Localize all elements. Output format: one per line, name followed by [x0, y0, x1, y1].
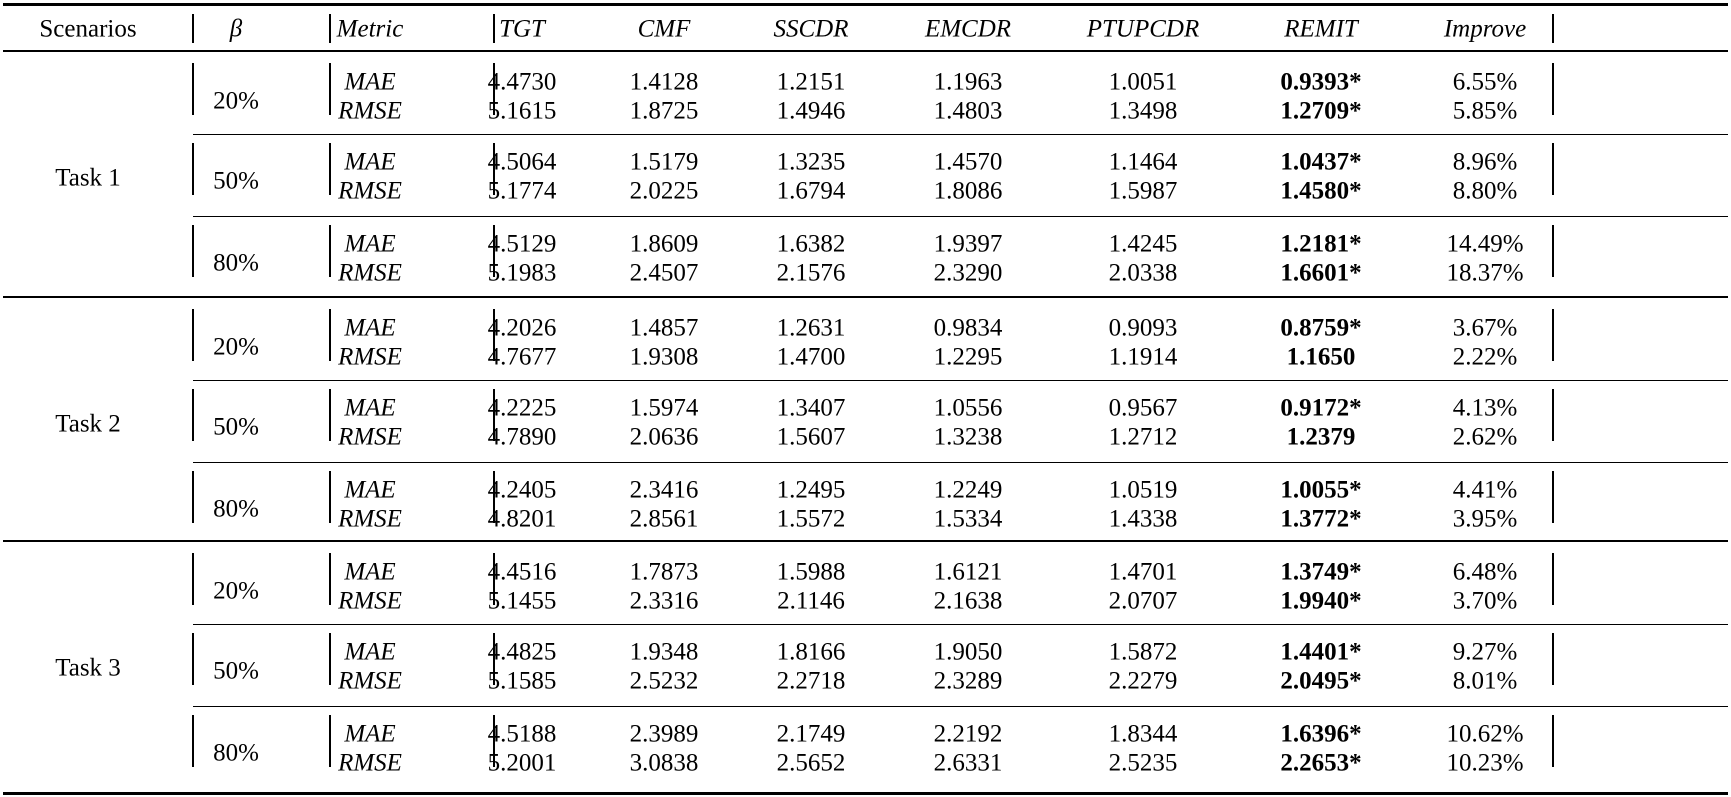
group-rule [193, 380, 1728, 381]
improve-value: 8.01% [1452, 667, 1518, 695]
table-cell: 2.8561 [629, 505, 699, 533]
table-cell: 1.9397 [933, 230, 1003, 258]
beta-value: 80% [213, 495, 259, 522]
table-cell: 1.6794 [776, 177, 846, 205]
table-cell: 4.4516 [487, 558, 557, 586]
improve-value: 10.62% [1446, 720, 1524, 748]
column-divider [1552, 225, 1554, 277]
group-rule [193, 624, 1728, 625]
improve-value: 4.13% [1452, 394, 1518, 422]
table-cell: 1.6382 [776, 230, 846, 258]
column-divider [192, 143, 194, 195]
table-cell: 4.2405 [487, 476, 557, 504]
group-rule [193, 462, 1728, 463]
improve-value: 9.27% [1452, 638, 1518, 666]
best-value: 1.3749* [1280, 558, 1362, 586]
column-divider [192, 309, 194, 361]
table-cell: 2.0338 [1108, 259, 1178, 287]
best-value: 1.3772* [1280, 505, 1362, 533]
group-rule [193, 706, 1728, 707]
best-value: 1.2181* [1280, 230, 1362, 258]
best-value: 1.4580* [1280, 177, 1362, 205]
column-divider [329, 14, 331, 43]
table-cell: 1.1963 [933, 68, 1003, 96]
table-cell: 1.5872 [1108, 638, 1178, 666]
column-divider [329, 63, 331, 115]
header-rule [3, 50, 1728, 52]
table-cell: 2.0225 [629, 177, 699, 205]
table-cell: 1.0051 [1108, 68, 1178, 96]
improve-value: 18.37% [1446, 259, 1524, 287]
table-cell: 4.8201 [487, 505, 557, 533]
table-cell: 2.0707 [1108, 587, 1178, 615]
column-divider [1552, 63, 1554, 115]
table-cell: 2.5652 [776, 749, 846, 777]
table-cell: 2.1146 [777, 587, 845, 615]
table-cell: 1.6121 [933, 558, 1003, 586]
table-cell: 2.1638 [933, 587, 1003, 615]
table-cell: 0.9567 [1108, 394, 1178, 422]
table-cell: 1.1464 [1108, 148, 1178, 176]
metric-label: MAE [344, 638, 396, 666]
column-divider [192, 63, 194, 115]
table-cell: 1.4803 [933, 97, 1003, 125]
column-divider [329, 225, 331, 277]
table-cell: 2.3316 [629, 587, 699, 615]
table-cell: 1.4338 [1108, 505, 1178, 533]
column-divider [1552, 633, 1554, 685]
metric-label: RMSE [338, 667, 402, 695]
column-header: EMCDR [924, 15, 1012, 43]
task-label: Task 1 [55, 164, 121, 192]
table-cell: 1.2631 [776, 314, 846, 342]
metric-label: MAE [344, 314, 396, 342]
best-value: 0.8759* [1280, 314, 1362, 342]
metric-label: MAE [344, 720, 396, 748]
beta-value: 50% [213, 413, 259, 440]
table-cell: 4.5129 [487, 230, 557, 258]
table-cell: 2.5232 [629, 667, 699, 695]
beta-value: 50% [213, 167, 259, 194]
improve-value: 5.85% [1452, 97, 1518, 125]
column-header: SSCDR [773, 15, 849, 43]
table-cell: 1.4570 [933, 148, 1003, 176]
beta-value: 80% [213, 739, 259, 766]
best-value: 1.0055* [1280, 476, 1362, 504]
table-cell: 5.1455 [487, 587, 557, 615]
best-value: 1.2379 [1286, 423, 1356, 451]
table-cell: 2.3989 [629, 720, 699, 748]
beta-value: 20% [213, 333, 259, 360]
column-divider [192, 14, 194, 43]
task-rule [3, 296, 1728, 298]
column-divider [1552, 471, 1554, 523]
table-cell: 3.0838 [629, 749, 699, 777]
table-cell: 5.1615 [487, 97, 557, 125]
column-divider [192, 389, 194, 441]
table-cell: 4.2225 [487, 394, 557, 422]
table-cell: 1.9348 [629, 638, 699, 666]
table-cell: 5.1585 [487, 667, 557, 695]
best-value: 0.9393* [1280, 68, 1362, 96]
table-cell: 2.3289 [933, 667, 1003, 695]
table-cell: 5.2001 [487, 749, 557, 777]
column-divider [329, 633, 331, 685]
table-cell: 4.7890 [487, 423, 557, 451]
improve-value: 8.96% [1452, 148, 1518, 176]
table-cell: 1.7873 [629, 558, 699, 586]
table-cell: 1.5974 [629, 394, 699, 422]
table-cell: 1.2151 [776, 68, 846, 96]
improve-value: 14.49% [1446, 230, 1524, 258]
column-divider [192, 225, 194, 277]
table-cell: 1.2295 [933, 343, 1003, 371]
metric-label: MAE [344, 558, 396, 586]
table-cell: 1.1914 [1108, 343, 1178, 371]
column-header: β [229, 15, 243, 43]
table-cell: 1.2495 [776, 476, 846, 504]
metric-label: MAE [344, 230, 396, 258]
table-cell: 2.1576 [776, 259, 846, 287]
metric-label: MAE [344, 394, 396, 422]
group-rule [193, 134, 1728, 135]
column-divider [1552, 715, 1554, 767]
table-cell: 1.8344 [1108, 720, 1178, 748]
table-cell: 1.4245 [1108, 230, 1178, 258]
table-cell: 1.8086 [933, 177, 1003, 205]
column-divider [192, 715, 194, 767]
column-divider [329, 553, 331, 605]
improve-value: 6.55% [1452, 68, 1518, 96]
table-cell: 4.5064 [487, 148, 557, 176]
improve-value: 4.41% [1452, 476, 1518, 504]
table-cell: 2.1749 [776, 720, 846, 748]
group-rule [193, 216, 1728, 217]
metric-label: RMSE [338, 97, 402, 125]
best-value: 1.4401* [1280, 638, 1362, 666]
table-cell: 4.7677 [487, 343, 557, 371]
table-cell: 1.0519 [1108, 476, 1178, 504]
table-cell: 1.4700 [776, 343, 846, 371]
column-header: Metric [336, 15, 404, 43]
table-cell: 2.3290 [933, 259, 1003, 287]
table-cell: 2.2279 [1108, 667, 1178, 695]
best-value: 1.0437* [1280, 148, 1362, 176]
column-header: Improve [1443, 15, 1527, 43]
table-cell: 0.9834 [933, 314, 1003, 342]
metric-label: RMSE [338, 343, 402, 371]
table-cell: 1.3235 [776, 148, 846, 176]
improve-value: 2.62% [1452, 423, 1518, 451]
table-cell: 4.2026 [487, 314, 557, 342]
top-rule [3, 3, 1728, 6]
table-cell: 4.5188 [487, 720, 557, 748]
task-label: Task 2 [55, 410, 121, 438]
table-cell: 5.1983 [487, 259, 557, 287]
column-divider [329, 471, 331, 523]
task-label: Task 3 [55, 654, 121, 682]
best-value: 1.6396* [1280, 720, 1362, 748]
table-cell: 1.8609 [629, 230, 699, 258]
table-cell: 1.3498 [1108, 97, 1178, 125]
table-cell: 2.3416 [629, 476, 699, 504]
metric-label: RMSE [338, 177, 402, 205]
table-cell: 1.4128 [629, 68, 699, 96]
table-cell: 0.9093 [1108, 314, 1178, 342]
best-value: 1.1650 [1286, 343, 1356, 371]
table-cell: 2.2192 [933, 720, 1003, 748]
column-divider [329, 715, 331, 767]
table-cell: 1.2712 [1108, 423, 1178, 451]
table-cell: 2.4507 [629, 259, 699, 287]
best-value: 2.2653* [1280, 749, 1362, 777]
table-cell: 2.2718 [776, 667, 846, 695]
table-cell: 1.5988 [776, 558, 846, 586]
best-value: 1.6601* [1280, 259, 1362, 287]
table-cell: 4.4730 [487, 68, 557, 96]
column-divider [493, 14, 495, 43]
metric-label: RMSE [338, 505, 402, 533]
table-cell: 2.5235 [1108, 749, 1178, 777]
column-divider [329, 389, 331, 441]
table-cell: 1.5607 [776, 423, 846, 451]
table-cell: 1.9308 [629, 343, 699, 371]
table-cell: 1.5987 [1108, 177, 1178, 205]
column-divider [329, 143, 331, 195]
table-cell: 1.3238 [933, 423, 1003, 451]
table-cell: 5.1774 [487, 177, 557, 205]
improve-value: 3.95% [1452, 505, 1518, 533]
column-header: TGT [499, 15, 545, 43]
beta-value: 20% [213, 577, 259, 604]
column-header: REMIT [1284, 15, 1358, 43]
improve-value: 6.48% [1452, 558, 1518, 586]
table-cell: 1.4946 [776, 97, 846, 125]
task-rule [3, 540, 1728, 542]
table-cell: 1.8166 [776, 638, 846, 666]
metric-label: RMSE [338, 423, 402, 451]
table-cell: 1.8725 [629, 97, 699, 125]
beta-value: 80% [213, 249, 259, 276]
table-cell: 2.0636 [629, 423, 699, 451]
table-cell: 1.5334 [933, 505, 1003, 533]
table-cell: 1.5572 [776, 505, 846, 533]
improve-value: 3.70% [1452, 587, 1518, 615]
metric-label: RMSE [338, 587, 402, 615]
metric-label: MAE [344, 68, 396, 96]
improve-value: 3.67% [1452, 314, 1518, 342]
table-cell: 1.4701 [1108, 558, 1178, 586]
column-divider [192, 471, 194, 523]
column-header: PTUPCDR [1086, 15, 1200, 43]
table-cell: 1.9050 [933, 638, 1003, 666]
column-divider [1552, 309, 1554, 361]
metric-label: MAE [344, 476, 396, 504]
column-divider [192, 633, 194, 685]
improve-value: 8.80% [1452, 177, 1518, 205]
table-cell: 1.0556 [933, 394, 1003, 422]
column-divider [329, 309, 331, 361]
best-value: 0.9172* [1280, 394, 1362, 422]
table-cell: 2.6331 [933, 749, 1003, 777]
column-divider [1552, 389, 1554, 441]
bottom-rule [3, 792, 1728, 795]
column-divider [1552, 143, 1554, 195]
column-divider [1552, 553, 1554, 605]
table-cell: 1.5179 [629, 148, 699, 176]
improve-value: 2.22% [1452, 343, 1518, 371]
beta-value: 20% [213, 87, 259, 114]
column-header: CMF [637, 15, 691, 43]
best-value: 1.2709* [1280, 97, 1362, 125]
column-divider [1552, 14, 1554, 43]
metric-label: RMSE [338, 749, 402, 777]
best-value: 1.9940* [1280, 587, 1362, 615]
metric-label: MAE [344, 148, 396, 176]
table-cell: 1.3407 [776, 394, 846, 422]
table-cell: 4.4825 [487, 638, 557, 666]
column-header: Scenarios [39, 15, 137, 43]
table-cell: 1.2249 [933, 476, 1003, 504]
beta-value: 50% [213, 657, 259, 684]
improve-value: 10.23% [1446, 749, 1524, 777]
metric-label: RMSE [338, 259, 402, 287]
column-divider [192, 553, 194, 605]
table-cell: 1.4857 [629, 314, 699, 342]
best-value: 2.0495* [1280, 667, 1362, 695]
